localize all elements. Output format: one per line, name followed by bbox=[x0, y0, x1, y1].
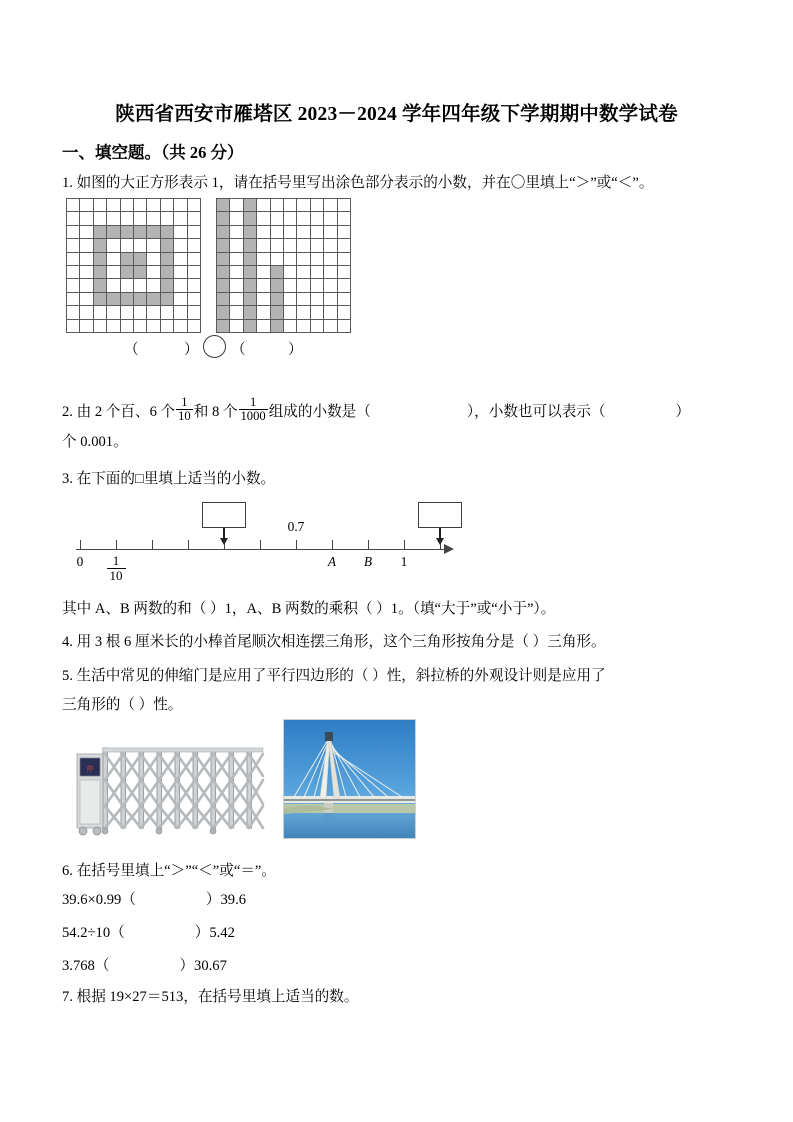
grid-cell-empty bbox=[133, 319, 146, 332]
grid-cell-empty bbox=[324, 212, 337, 225]
grid-cell-shaded bbox=[270, 265, 283, 278]
grid-cell-empty bbox=[80, 265, 93, 278]
q2-text-part4: ），小数也可以表示（ bbox=[466, 403, 606, 420]
fraction-one-thousandth bbox=[239, 396, 268, 423]
grid-cell-empty bbox=[160, 212, 173, 225]
grid-cell-empty bbox=[187, 212, 200, 225]
grid-cell-empty bbox=[310, 265, 323, 278]
grid-cell-shaded bbox=[243, 279, 256, 292]
grid-cell-empty bbox=[67, 319, 80, 332]
grid-cell-shaded bbox=[107, 292, 120, 305]
number-line-label: 1 bbox=[400, 554, 408, 569]
grid-cell-empty bbox=[337, 265, 350, 278]
grid-cell-shaded bbox=[243, 212, 256, 225]
grid-cell-empty bbox=[187, 319, 200, 332]
grid-cell-empty bbox=[120, 279, 133, 292]
grid-row bbox=[217, 252, 351, 265]
number-line-label: A bbox=[327, 554, 337, 569]
grid-cell-empty bbox=[270, 252, 283, 265]
grid-cell-empty bbox=[230, 306, 243, 319]
grid-cell-shaded bbox=[160, 292, 173, 305]
grid-cell-empty bbox=[324, 265, 337, 278]
grid-cell-empty bbox=[257, 306, 270, 319]
grid-cell-empty bbox=[67, 252, 80, 265]
grid-cell-empty bbox=[174, 265, 187, 278]
grid-cell-shaded bbox=[217, 252, 230, 265]
grid-cell-empty bbox=[174, 225, 187, 238]
grid-cell-shaded bbox=[133, 252, 146, 265]
grid-cell-shaded bbox=[243, 292, 256, 305]
question-2-line1 bbox=[62, 397, 738, 424]
grid-row bbox=[67, 319, 201, 332]
grid-cell-empty bbox=[93, 306, 106, 319]
grid-cell-shaded bbox=[160, 279, 173, 292]
grid-cell-empty bbox=[270, 225, 283, 238]
page-title: 陕西省西安市雁塔区 2023－2024 学年四年级下学期期中数学试卷 bbox=[115, 104, 678, 125]
number-line-tick bbox=[404, 540, 405, 550]
grid-cell-empty bbox=[337, 212, 350, 225]
grid-cell-empty bbox=[257, 319, 270, 332]
grid-cell-empty bbox=[67, 265, 80, 278]
number-line-tick bbox=[80, 540, 81, 550]
grid-cell-empty bbox=[67, 239, 80, 252]
question-2-line2: 个 0.001。 bbox=[62, 434, 128, 450]
number-line-label: B bbox=[363, 554, 373, 569]
grid-cell-shaded bbox=[217, 199, 230, 212]
grid-cell-shaded bbox=[217, 225, 230, 238]
answer-paren-right-open[interactable]: （ bbox=[231, 342, 246, 358]
question-5-line1: 5. 生活中常见的伸缩门是应用了平行四边形的（ ）性，斜拉桥的外观设计则是应用了 bbox=[62, 668, 606, 684]
grid-cell-empty bbox=[187, 292, 200, 305]
fraction-one-tenth bbox=[176, 396, 193, 423]
grid-cell-empty bbox=[310, 252, 323, 265]
grid-cell-empty bbox=[107, 279, 120, 292]
grid-cell-empty bbox=[80, 239, 93, 252]
grid-cell-empty bbox=[174, 306, 187, 319]
grid-cell-empty bbox=[297, 199, 310, 212]
grid-cell-empty bbox=[310, 199, 323, 212]
grid-cell-empty bbox=[133, 212, 146, 225]
grid-cell-empty bbox=[324, 252, 337, 265]
fraction-denominator: 10 bbox=[107, 568, 126, 583]
grid-cell-shaded bbox=[243, 265, 256, 278]
question-6-heading: 6. 在括号里填上“＞”“＜”或“＝”。 bbox=[62, 863, 276, 879]
number-line-tick bbox=[188, 540, 189, 550]
grid-cell-empty bbox=[80, 225, 93, 238]
grid-cell-empty bbox=[107, 319, 120, 332]
grid-cell-empty bbox=[120, 306, 133, 319]
number-line-tick bbox=[368, 540, 369, 550]
retractable-gate-photo bbox=[72, 718, 268, 840]
grid-cell-empty bbox=[187, 306, 200, 319]
grid-cell-empty bbox=[257, 279, 270, 292]
compare-circle[interactable] bbox=[203, 335, 226, 358]
grid-cell-shaded bbox=[217, 279, 230, 292]
grid-cell-empty bbox=[283, 319, 296, 332]
grid-cell-empty bbox=[337, 306, 350, 319]
grid-cell-empty bbox=[80, 279, 93, 292]
grid-cell-empty bbox=[133, 306, 146, 319]
grid-cell-empty bbox=[93, 319, 106, 332]
grid-row bbox=[217, 225, 351, 238]
grid-cell-shaded bbox=[217, 292, 230, 305]
grid-cell-empty bbox=[310, 239, 323, 252]
question-4-text: 4. 用 3 根 6 厘米长的小棒首尾顺次相连摆三角形，这个三角形按角分是（ ）三角形。 bbox=[62, 634, 606, 650]
grid-cell-empty bbox=[80, 319, 93, 332]
grid-cell-empty bbox=[230, 252, 243, 265]
grid-cell-empty bbox=[187, 265, 200, 278]
grid-cell-empty bbox=[174, 279, 187, 292]
grid-cell-shaded bbox=[217, 239, 230, 252]
grid-cell-empty bbox=[324, 319, 337, 332]
grid-cell-empty bbox=[337, 319, 350, 332]
grid-cell-shaded bbox=[217, 306, 230, 319]
grid-cell-empty bbox=[120, 212, 133, 225]
grid-cell-shaded bbox=[243, 225, 256, 238]
shaded-square-grid-left bbox=[66, 198, 201, 333]
grid-cell-empty bbox=[230, 265, 243, 278]
grid-cell-empty bbox=[270, 239, 283, 252]
q6-row3-right: ）30.67 bbox=[179, 958, 227, 974]
q2-text-part1: 2. 由 2 个百、6 个 bbox=[62, 403, 176, 420]
grid-cell-empty bbox=[310, 319, 323, 332]
grid-cell-shaded bbox=[93, 252, 106, 265]
number-line-label-fraction bbox=[101, 554, 131, 584]
grid-cell-shaded bbox=[217, 319, 230, 332]
grid-cell-empty bbox=[230, 292, 243, 305]
number-line-tick bbox=[296, 540, 297, 550]
grid-cell-empty bbox=[283, 225, 296, 238]
question-5-line2: 三角形的（ ）性。 bbox=[62, 697, 183, 713]
grid-cell-empty bbox=[67, 279, 80, 292]
grid-cell-empty bbox=[133, 199, 146, 212]
grid-cell-empty bbox=[67, 292, 80, 305]
number-line-tick bbox=[152, 540, 153, 550]
grid-row bbox=[217, 265, 351, 278]
question-3-followup: 其中 A、B 两数的和（ ）1，A、B 两数的乘积（ ）1。（填“大于”或“小于”）。 bbox=[62, 601, 556, 617]
grid-cell-empty bbox=[324, 306, 337, 319]
number-line-answer-box[interactable] bbox=[418, 502, 462, 528]
grid-cell-shaded bbox=[160, 252, 173, 265]
grid-cell-empty bbox=[324, 225, 337, 238]
grid-cell-shaded bbox=[243, 239, 256, 252]
grid-cell-empty bbox=[147, 212, 160, 225]
grid-row bbox=[67, 239, 201, 252]
grid-cell-empty bbox=[107, 306, 120, 319]
q6-row2-left: 54.2÷10（ bbox=[62, 925, 125, 941]
grid-row bbox=[217, 212, 351, 225]
fraction-numerator: 1 bbox=[112, 553, 120, 568]
grid-cell-shaded bbox=[120, 265, 133, 278]
number-line-arrowhead bbox=[444, 544, 454, 554]
grid-cell-empty bbox=[337, 199, 350, 212]
grid-cell-empty bbox=[147, 319, 160, 332]
grid-cell-empty bbox=[230, 225, 243, 238]
grid-cell-empty bbox=[160, 199, 173, 212]
grid-cell-empty bbox=[337, 279, 350, 292]
grid-row bbox=[217, 279, 351, 292]
fraction-denominator: 10 bbox=[178, 409, 191, 424]
grid-cell-empty bbox=[147, 252, 160, 265]
grid-cell-empty bbox=[310, 279, 323, 292]
question-6-row-2 bbox=[62, 921, 235, 942]
grid-row bbox=[67, 306, 201, 319]
grid-cell-empty bbox=[230, 239, 243, 252]
grid-row bbox=[67, 252, 201, 265]
grid-cell-empty bbox=[257, 199, 270, 212]
q2-text-part3: 组成的小数是（ bbox=[268, 403, 371, 420]
grid-row bbox=[217, 292, 351, 305]
q6-row1-left: 39.6×0.99（ bbox=[62, 892, 136, 908]
grid-cell-empty bbox=[257, 265, 270, 278]
number-line-tick bbox=[332, 540, 333, 550]
grid-cell-shaded bbox=[270, 292, 283, 305]
grid-cell-empty bbox=[297, 225, 310, 238]
grid-cell-empty bbox=[283, 239, 296, 252]
grid-row bbox=[67, 292, 201, 305]
grid-cell-shaded bbox=[93, 225, 106, 238]
number-line-tick bbox=[260, 540, 261, 550]
answer-paren-left-open[interactable]: （ bbox=[124, 342, 139, 358]
grid-cell-empty bbox=[230, 319, 243, 332]
grid-cell-empty bbox=[257, 239, 270, 252]
grid-cell-empty bbox=[120, 199, 133, 212]
grid-cell-empty bbox=[174, 199, 187, 212]
grid-cell-empty bbox=[80, 306, 93, 319]
shaded-square-grid-right bbox=[216, 198, 351, 333]
grid-cell-empty bbox=[133, 279, 146, 292]
grid-row bbox=[67, 225, 201, 238]
grid-cell-empty bbox=[174, 239, 187, 252]
grid-cell-empty bbox=[230, 212, 243, 225]
grid-cell-shaded bbox=[93, 292, 106, 305]
grid-cell-empty bbox=[187, 199, 200, 212]
grid-cell-empty bbox=[80, 199, 93, 212]
grid-cell-empty bbox=[283, 265, 296, 278]
grid-cell-empty bbox=[174, 252, 187, 265]
grid-cell-shaded bbox=[133, 265, 146, 278]
grid-cell-shaded bbox=[160, 265, 173, 278]
grid-cell-empty bbox=[187, 225, 200, 238]
grid-cell-empty bbox=[337, 252, 350, 265]
question-6-row-1 bbox=[62, 888, 246, 909]
number-line-answer-box[interactable] bbox=[202, 502, 246, 528]
grid-cell-shaded bbox=[133, 292, 146, 305]
number-line-label: 0 bbox=[76, 554, 84, 569]
grid-cell-empty bbox=[187, 239, 200, 252]
q6-row1-right: ）39.6 bbox=[205, 892, 247, 908]
grid-cell-empty bbox=[230, 279, 243, 292]
grid-cell-empty bbox=[297, 306, 310, 319]
grid-cell-shaded bbox=[93, 265, 106, 278]
grid-left-table bbox=[66, 198, 201, 333]
grid-cell-shaded bbox=[270, 319, 283, 332]
grid-row bbox=[67, 212, 201, 225]
grid-cell-empty bbox=[337, 239, 350, 252]
grid-cell-empty bbox=[160, 306, 173, 319]
grid-cell-shaded bbox=[107, 225, 120, 238]
grid-cell-empty bbox=[324, 239, 337, 252]
grid-cell-shaded bbox=[160, 239, 173, 252]
grid-cell-empty bbox=[324, 292, 337, 305]
grid-cell-empty bbox=[147, 239, 160, 252]
grid-cell-empty bbox=[230, 199, 243, 212]
grid-cell-empty bbox=[93, 199, 106, 212]
q6-row2-right: ）5.42 bbox=[194, 925, 235, 941]
grid-cell-empty bbox=[283, 306, 296, 319]
grid-cell-empty bbox=[107, 212, 120, 225]
question-7-text: 7. 根据 19×27＝513，在括号里填上适当的数。 bbox=[62, 989, 359, 1005]
grid-cell-empty bbox=[324, 279, 337, 292]
fraction-denominator: 1000 bbox=[240, 409, 266, 424]
grid-cell-empty bbox=[67, 199, 80, 212]
q2-text-part2: 和 8 个 bbox=[193, 403, 238, 420]
grid-cell-empty bbox=[187, 252, 200, 265]
grid-cell-shaded bbox=[243, 306, 256, 319]
grid-cell-empty bbox=[310, 306, 323, 319]
grid-cell-shaded bbox=[243, 199, 256, 212]
grid-cell-empty bbox=[310, 292, 323, 305]
grid-cell-empty bbox=[174, 292, 187, 305]
grid-cell-empty bbox=[107, 239, 120, 252]
grid-cell-empty bbox=[174, 319, 187, 332]
question-6-row-3 bbox=[62, 954, 227, 975]
bridge-illustration bbox=[284, 720, 415, 838]
fraction-numerator: 1 bbox=[181, 395, 188, 409]
q6-row3-left: 3.768（ bbox=[62, 958, 110, 974]
grid-cell-empty bbox=[297, 319, 310, 332]
grid-cell-shaded bbox=[120, 225, 133, 238]
grid-cell-empty bbox=[147, 265, 160, 278]
grid-cell-empty bbox=[80, 292, 93, 305]
grid-cell-empty bbox=[120, 319, 133, 332]
grid-cell-empty bbox=[93, 212, 106, 225]
grid-cell-shaded bbox=[217, 212, 230, 225]
grid-cell-empty bbox=[160, 319, 173, 332]
grid-row bbox=[67, 265, 201, 278]
grid-cell-empty bbox=[67, 225, 80, 238]
grid-cell-empty bbox=[174, 212, 187, 225]
grid-row bbox=[217, 319, 351, 332]
grid-cell-empty bbox=[187, 279, 200, 292]
fraction-numerator: 1 bbox=[249, 395, 257, 409]
grid-cell-empty bbox=[297, 265, 310, 278]
section-heading: 一、填空题。（共 26 分） bbox=[62, 143, 244, 162]
grid-cell-empty bbox=[283, 252, 296, 265]
grid-cell-shaded bbox=[93, 239, 106, 252]
grid-cell-empty bbox=[283, 292, 296, 305]
number-line-pointer-arrow bbox=[223, 528, 225, 540]
grid-row bbox=[217, 199, 351, 212]
grid-cell-empty bbox=[147, 279, 160, 292]
grid-cell-empty bbox=[297, 252, 310, 265]
grid-row bbox=[67, 199, 201, 212]
grid-cell-empty bbox=[257, 292, 270, 305]
grid-cell-empty bbox=[133, 239, 146, 252]
grid-row bbox=[217, 239, 351, 252]
grid-cell-empty bbox=[270, 199, 283, 212]
grid-cell-shaded bbox=[270, 279, 283, 292]
grid-cell-shaded bbox=[147, 225, 160, 238]
answer-paren-right-close[interactable]: ） bbox=[288, 342, 303, 358]
grid-cell-empty bbox=[270, 212, 283, 225]
grid-cell-empty bbox=[297, 292, 310, 305]
grid-cell-empty bbox=[310, 212, 323, 225]
grid-cell-shaded bbox=[133, 225, 146, 238]
grid-cell-empty bbox=[107, 252, 120, 265]
grid-cell-empty bbox=[67, 306, 80, 319]
grid-row bbox=[217, 306, 351, 319]
grid-cell-shaded bbox=[120, 292, 133, 305]
number-line-pointer-arrow bbox=[439, 528, 441, 540]
grid-cell-shaded bbox=[120, 252, 133, 265]
number-line-tick bbox=[116, 540, 117, 550]
decimal-number-line bbox=[62, 497, 482, 589]
grid-cell-empty bbox=[283, 279, 296, 292]
gate-illustration bbox=[72, 718, 268, 840]
grid-cell-shaded bbox=[160, 225, 173, 238]
grid-cell-shaded bbox=[93, 279, 106, 292]
grid-cell-empty bbox=[337, 292, 350, 305]
grid-cell-empty bbox=[283, 212, 296, 225]
grid-cell-empty bbox=[147, 306, 160, 319]
question-3-text: 3. 在下面的□里填上适当的小数。 bbox=[62, 471, 276, 487]
grid-cell-empty bbox=[297, 239, 310, 252]
svg-text:停: 停 bbox=[86, 766, 94, 773]
grid-cell-empty bbox=[147, 199, 160, 212]
grid-cell-shaded bbox=[147, 292, 160, 305]
grid-cell-empty bbox=[257, 225, 270, 238]
grid-right-table bbox=[216, 198, 351, 333]
grid-cell-shaded bbox=[243, 252, 256, 265]
question-1-text: 1. 如图的大正方形表示 1，请在括号里写出涂色部分表示的小数，并在〇里填上“＞”或“＜”。 bbox=[62, 175, 654, 191]
grid-cell-empty bbox=[107, 199, 120, 212]
grid-cell-shaded bbox=[217, 265, 230, 278]
grid-cell-shaded bbox=[270, 306, 283, 319]
grid-cell-empty bbox=[324, 199, 337, 212]
grid-cell-empty bbox=[67, 212, 80, 225]
grid-cell-empty bbox=[310, 225, 323, 238]
grid-cell-empty bbox=[297, 279, 310, 292]
grid-cell-empty bbox=[107, 265, 120, 278]
grid-cell-shaded bbox=[243, 319, 256, 332]
number-line-value-label: 0.7 bbox=[287, 519, 305, 534]
grid-cell-empty bbox=[283, 199, 296, 212]
grid-cell-empty bbox=[297, 212, 310, 225]
grid-cell-empty bbox=[80, 212, 93, 225]
grid-cell-empty bbox=[80, 252, 93, 265]
answer-paren-left-close[interactable]: ） bbox=[184, 342, 199, 358]
grid-cell-empty bbox=[337, 225, 350, 238]
grid-row bbox=[67, 279, 201, 292]
q2-text-part5: ） bbox=[675, 403, 691, 420]
grid-cell-empty bbox=[257, 212, 270, 225]
grid-cell-empty bbox=[257, 252, 270, 265]
grid-cell-empty bbox=[120, 239, 133, 252]
cable-stayed-bridge-photo bbox=[283, 719, 416, 839]
